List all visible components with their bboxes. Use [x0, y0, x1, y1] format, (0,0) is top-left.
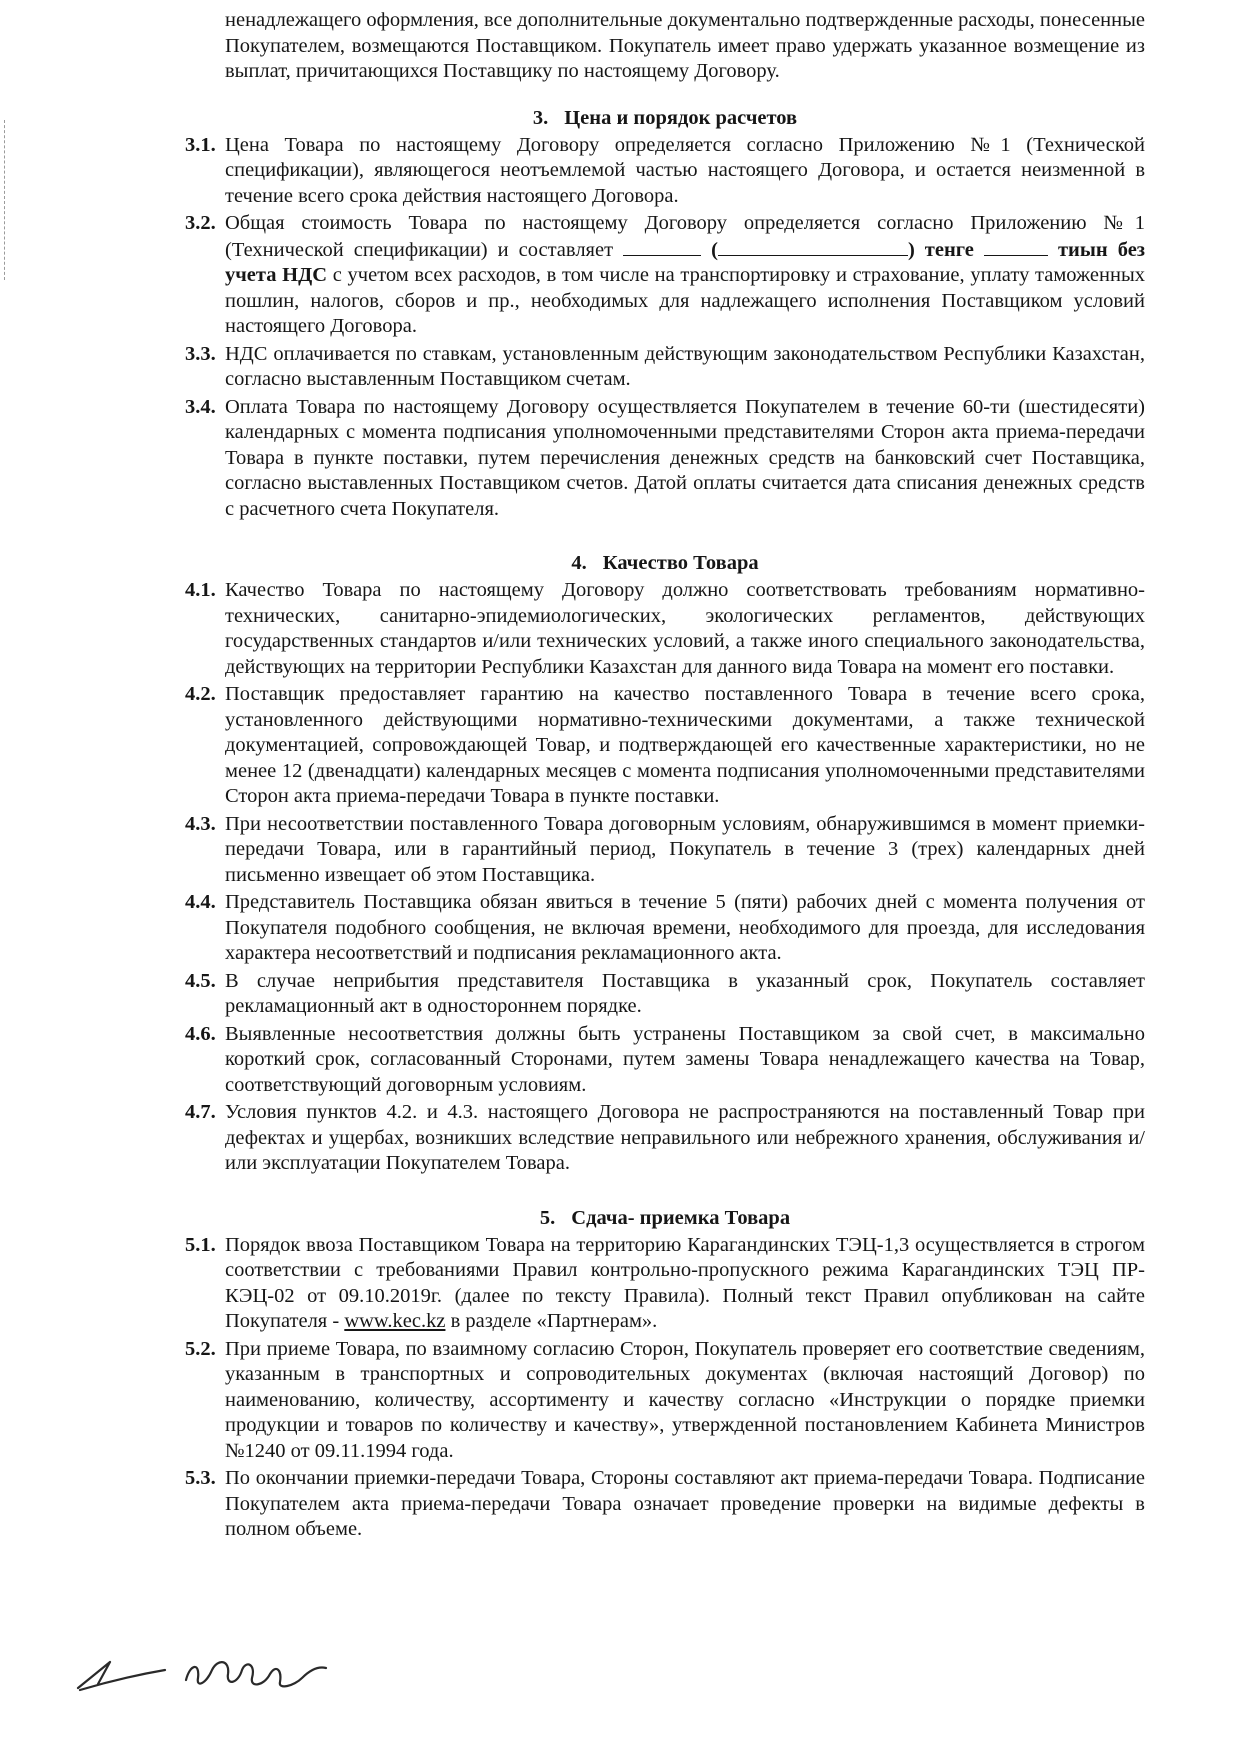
- section-5-heading: [185, 1205, 1145, 1231]
- section-title: Сдача- приемка Товара: [571, 1206, 791, 1229]
- clause-number: 4.6.: [185, 1022, 216, 1045]
- section-4-heading: [185, 550, 1145, 576]
- clause-number: 5.2.: [185, 1337, 216, 1360]
- clause-3-3: [185, 342, 1145, 393]
- clause-number: 4.7.: [185, 1101, 216, 1123]
- clause-text: В случае неприбытия представителя Поставщика в указанный срок, Покупатель составляет рекламационный акт в одностороннем порядке.: [225, 969, 1145, 1017]
- section-number: 3.: [532, 106, 549, 129]
- scan-margin-line: [4, 120, 6, 280]
- clause-4-6: [185, 1022, 1145, 1099]
- clause-4-4: [185, 890, 1145, 967]
- clause-4-7: [185, 1100, 1145, 1177]
- website-link[interactable]: www.kec.kz: [344, 1310, 446, 1332]
- clause-4-1: [185, 578, 1145, 680]
- clause-3-4: [185, 395, 1145, 523]
- clause-5-2: [185, 1337, 1145, 1465]
- clause-number: 5.1.: [185, 1233, 216, 1256]
- vat-note: тиын без учета НДС: [225, 238, 1146, 286]
- clause-4-2: [185, 682, 1145, 810]
- clause-number: 4.5.: [185, 969, 216, 992]
- clause-number: 3.4.: [185, 395, 216, 418]
- section-number: 5.: [539, 1206, 556, 1229]
- clause-text: Выявленные несоответствия должны быть устранены Поставщиком за свой счет, в максимально короткий срок, согласованный Сторонами, путем замены Товара ненадлежащего качества на Товар, соответствующий договорным условиям.: [225, 1022, 1145, 1096]
- clause-number: 4.1.: [185, 579, 216, 601]
- tiyn-blank: [984, 237, 1048, 256]
- clause-3-1: [185, 133, 1145, 210]
- clause-text: При несоответствии поставленного Товара договорным условиям, обнаружившимся в момент приемки-передачи Товара, или в гарантийный период, Покупатель в течение 3 (трех) календарных дней письменно извещает об этом Поставщика.: [225, 812, 1145, 886]
- clause-4-5: [185, 969, 1145, 1020]
- section-title: Качество Товара: [602, 552, 759, 574]
- open-paren: (: [711, 238, 718, 261]
- clause-text-part: с учетом всех расходов, в том числе на транспортировку и страхование, уплату таможенных пошлин, налогов, сборов и пр., необходимых для надлежащего исполнения Поставщиком условий настоящего Договора.: [225, 264, 1145, 337]
- clause-number: 4.4.: [185, 891, 216, 913]
- clause-text: Поставщик предоставляет гарантию на качество поставленного Товара в течение всего срока, установленного действующими нормативно-техническими документами, а также технической документацией, сопровождающей Товар, и подтверждающей его качественные характеристики, но не менее 12 (двенадцати) календарных месяцев с момента подписания уполномоченными представителями Сторон акта приема-передачи Товара в пункте поставки.: [225, 683, 1145, 807]
- clause-number: 5.3.: [185, 1467, 216, 1489]
- amount-blank: [623, 237, 701, 256]
- document-content: [185, 8, 1145, 1545]
- clause-text: По окончании приемки-передачи Товара, Стороны составляют акт приема-передачи Товара. Подписание Покупателем акта приема-передачи Товара означает проведение проверки на видимые дефекты в полном объеме.: [225, 1467, 1145, 1540]
- clause-4-3: [185, 812, 1145, 889]
- clause-text: Оплата Товара по настоящему Договору осуществляется Покупателем в течение 60-ти (шестидесяти) календарных с момента подписания уполномоченными представителями Сторон акта приема-передачи Товара в пункте поставки, путем перечисления денежных средств на банковский счет Поставщика, согласно выставленных Поставщиком счетов. Датой оплаты считается дата списания денежных средств с расчетного счета Покупателя.: [225, 395, 1145, 520]
- clause-number: 4.3.: [185, 812, 216, 835]
- clause-text: Условия пунктов 4.2. и 4.3. настоящего Договора не распространяются на поставленный Товар при дефектах и ущербах, возникших вследствие неправильного или небрежного хранения, обслуживания и/или эксплуатации Покупателем Товара.: [225, 1101, 1145, 1174]
- signature-initial-right: [178, 1640, 338, 1710]
- clause-text-part: в разделе «Партнерам».: [450, 1310, 658, 1332]
- signature-initial-left: [70, 1640, 180, 1710]
- clause-text: Цена Товара по настоящему Договору определяется согласно Приложению №1 (Технической спецификации), являющегося неотъемлемой частью настоящего Договора, и остается неизменной в течение всего срока действия настоящего Договора.: [225, 133, 1145, 207]
- clause-text: [225, 211, 1145, 340]
- clause-number: 4.2.: [185, 683, 216, 705]
- clause-text-part: Общая стоимость Товара по настоящему Договору определяется согласно Приложению №1 (Технической спецификации) и составляет: [225, 212, 1145, 261]
- clause-text: Качество Товара по настоящему Договору должно соответствовать требованиям нормативно-технических, санитарно-эпидемиологических, экологических регламентов, действующих государственных стандартов и/или технических условий, а также иного специального законодательства, действующих на территории Республики Казахстан для данного вида Товара на момент его поставки.: [225, 579, 1145, 678]
- clause-3-2: [185, 211, 1145, 340]
- clause-number: 3.1.: [185, 133, 216, 156]
- clause-text: НДС оплачивается по ставкам, установленным действующим законодательством Республики Казахстан, согласно выставленным Поставщиком счетам.: [225, 342, 1145, 390]
- clause-text: При приеме Товара, по взаимному согласию Сторон, Покупатель проверяет его соответствие сведениям, указанным в транспортных и сопроводительных документах (включая настоящий Договор) по наименованию, количеству, ассортименту и качеству согласно «Инструкции о порядке приемки продукции и товаров по количеству и качеству», утвержденной постановлением Кабинета Министров №1240 от 09.11.1994 года.: [225, 1337, 1145, 1462]
- clause-text: [225, 1233, 1145, 1335]
- clause-text: Представитель Поставщика обязан явиться в течение 5 (пяти) рабочих дней с момента получения от Покупателя подобного сообщения, не включая времени, необходимого для проезда, для исследования характера несоответствий и подписания рекламационного акта.: [225, 891, 1145, 964]
- section-title: Цена и порядок расчетов: [564, 106, 798, 129]
- section-3-heading: [185, 105, 1145, 131]
- amount-words-blank: [718, 237, 908, 256]
- section-number: 4.: [571, 552, 587, 574]
- clause-5-3: [185, 1466, 1145, 1543]
- clause-number: 3.2.: [185, 212, 216, 234]
- clause-5-1: [185, 1233, 1145, 1335]
- clause-text-part: Порядок ввоза Поставщиком Товара на территорию Карагандинских ТЭЦ-1,3 осуществляется в строгом соответствии с требованиями Правил контрольно-пропускного режима Карагандинских ТЭЦ ПР-КЭЦ-02 от 09.10.2019г. (далее по тексту Правила). Полный текст Правил опубликован на сайте Покупателя -: [225, 1233, 1145, 1332]
- intro-paragraph: ненадлежащего оформления, все дополнительные документально подтвержденные расходы, понесенные Покупателем, возмещаются Поставщиком. Покупатель имеет право удержать указанное возмещение из выплат, причитающихся Поставщику по настоящему Договору.: [225, 9, 1145, 82]
- tenge-label: ) тенге: [907, 238, 974, 261]
- clause-number: 3.3.: [185, 342, 216, 365]
